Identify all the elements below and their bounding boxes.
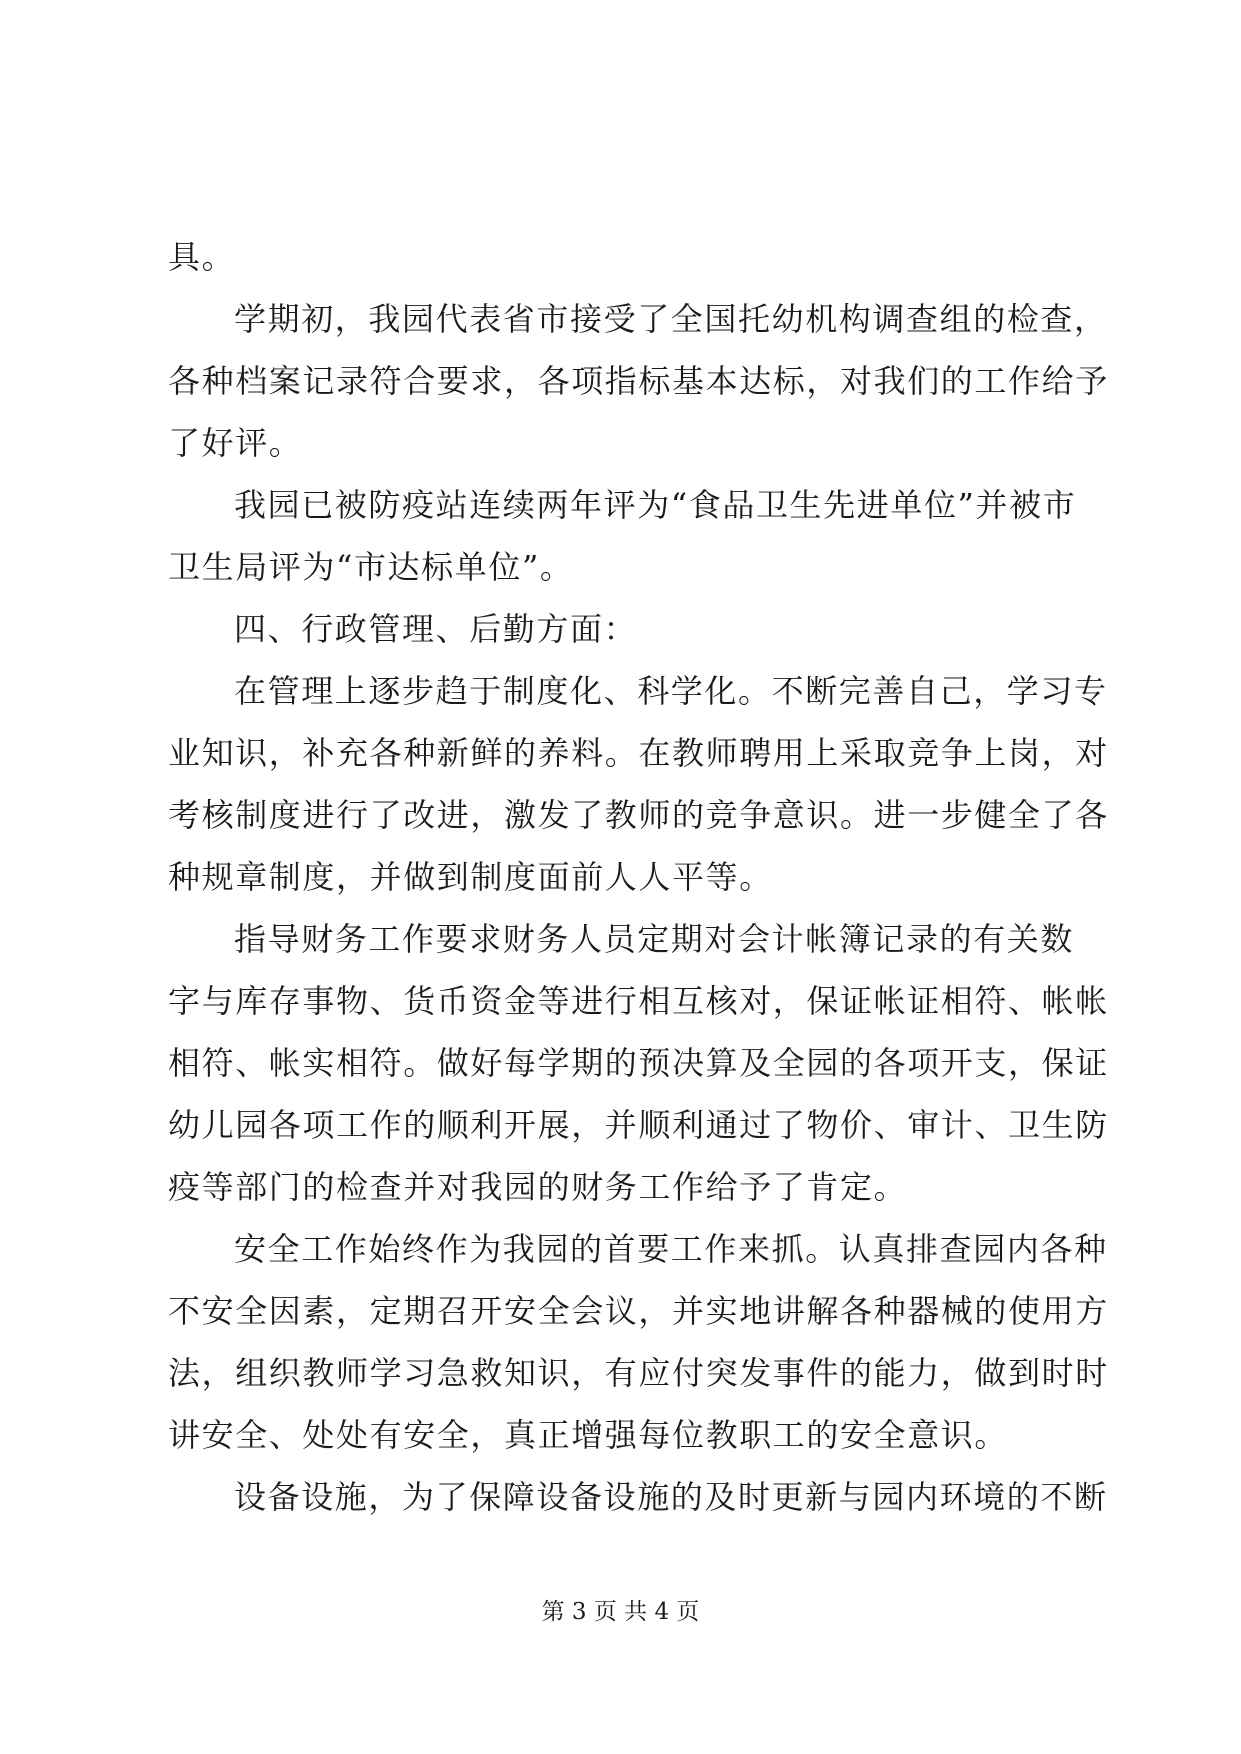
text-line: 种规章制度，并做到制度面前人人平等。: [168, 858, 773, 896]
page-number: 第 3 页 共 4 页: [541, 1599, 700, 1625]
paragraph-start-line: 学期初，我园代表省市接受了全国托幼机构调查组的检查，: [234, 300, 1108, 338]
paragraph-start-line: 安全工作始终作为我园的首要工作来抓。认真排查园内各种: [234, 1230, 1108, 1268]
paragraph-start-line: 设备设施，为了保障设备设施的及时更新与园内环境的不断: [234, 1478, 1108, 1516]
text-line: 各种档案记录符合要求，各项指标基本达标，对我们的工作给予: [168, 362, 1109, 400]
text-line: 讲安全、处处有安全，真正增强每位教职工的安全意识。: [168, 1416, 1009, 1454]
page-footer: [0, 1597, 1241, 1627]
text-line: 幼儿园各项工作的顺利开展，并顺利通过了物价、审计、卫生防: [168, 1106, 1109, 1144]
text-line: 业知识，补充各种新鲜的养料。在教师聘用上采取竞争上岗，对: [168, 734, 1109, 772]
paragraph-start-line: 在管理上逐步趋于制度化、科学化。不断完善自己，学习专: [234, 672, 1108, 710]
paragraph-start-line: 指导财务工作要求财务人员定期对会计帐簿记录的有关数: [234, 920, 1075, 958]
text-line: 考核制度进行了改进，激发了教师的竞争意识。进一步健全了各: [168, 796, 1109, 834]
paragraph-start-line: 我园已被防疫站连续两年评为“食品卫生先进单位”并被市: [234, 486, 1077, 524]
text-line: 疫等部门的检查并对我园的财务工作给予了肯定。: [168, 1168, 908, 1206]
text-line: 不安全因素，定期召开安全会议，并实地讲解各种器械的使用方: [168, 1292, 1109, 1330]
text-line: 法，组织教师学习急救知识，有应付突发事件的能力，做到时时: [168, 1354, 1109, 1392]
text-line: 卫生局评为“市达标单位”。: [168, 548, 574, 586]
section-heading: 四、行政管理、后勤方面：: [234, 610, 638, 648]
body-text: [168, 226, 1109, 1528]
text-line: 具。: [168, 238, 236, 276]
text-line: 了好评。: [168, 424, 303, 462]
text-line: 字与库存事物、货币资金等进行相互核对，保证帐证相符、帐帐: [168, 982, 1109, 1020]
text-line: 相符、帐实相符。做好每学期的预决算及全园的各项开支，保证: [168, 1044, 1109, 1082]
